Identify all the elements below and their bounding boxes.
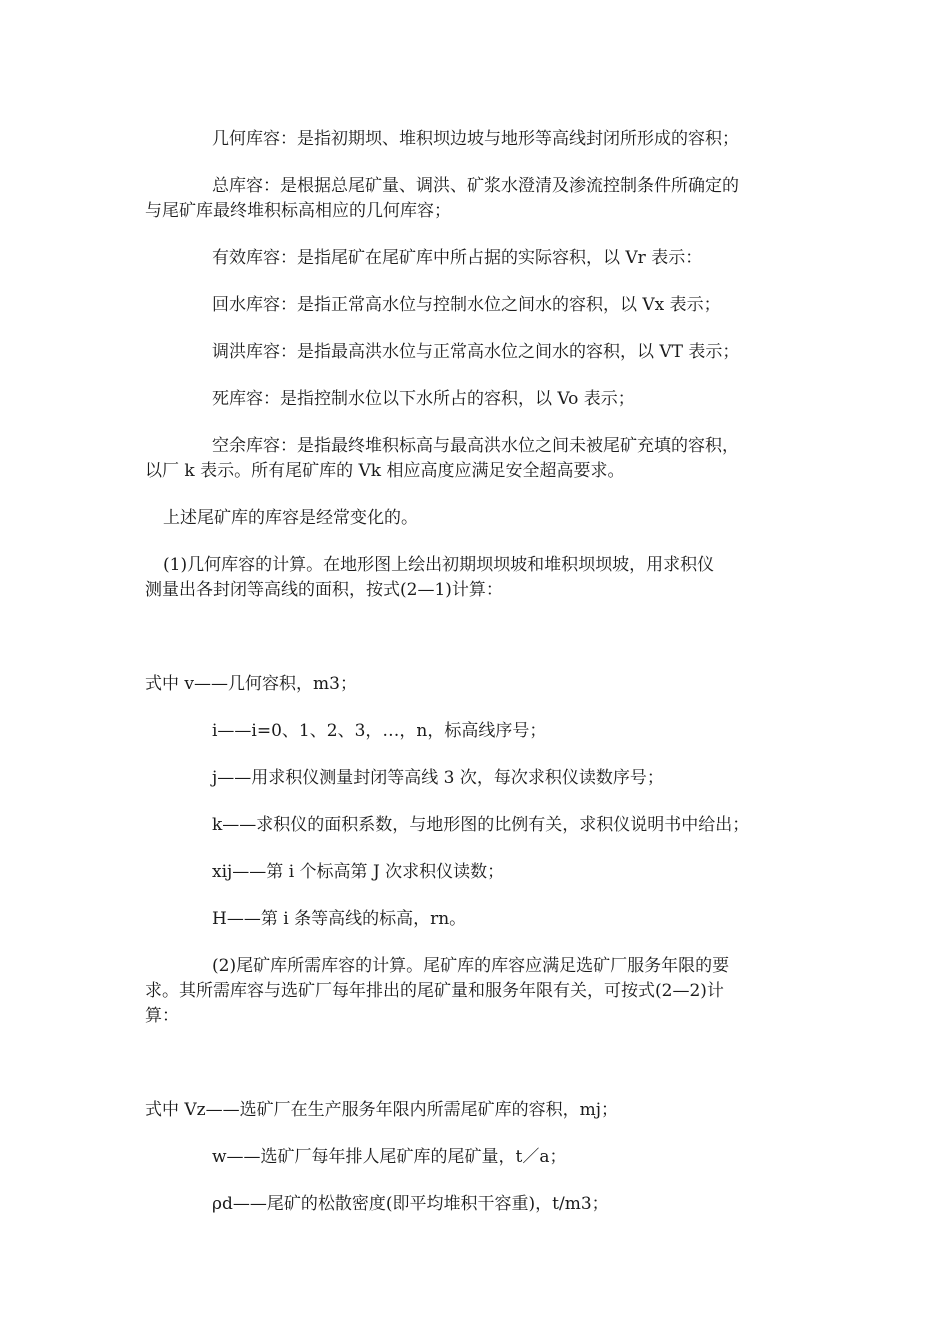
formula-legend-k: k——求积仪的面积系数，与地形图的比例有关，求积仪说明书中给出； (212, 815, 750, 835)
paragraph-calc1-line2: 测量出各封闭等高线的面积，按式(2—1)计算： (145, 580, 503, 600)
paragraph-dead-capacity: 死库容：是指控制水位以下水所占的容积，以 Vo 表示； (212, 389, 635, 409)
formula-legend-xij: xij——第 i 个标高第 J 次求积仪读数； (212, 862, 505, 882)
paragraph-capacity-changes: 上述尾矿库的库容是经常变化的。 (163, 508, 418, 528)
paragraph-calc2-line1: (2)尾矿库所需库容的计算。尾矿库的库容应满足选矿厂服务年限的要 (212, 956, 730, 976)
formula-legend-rho-d: ρd——尾矿的松散密度(即平均堆积干容重)，t/m3； (212, 1194, 609, 1214)
formula-legend-i: i——i=0、1、2、3，…，n，标高线序号； (212, 721, 547, 741)
paragraph-geometric-capacity: 几何库容：是指初期坝、堆积坝边坡与地形等高线封闭所形成的容积； (212, 129, 739, 149)
paragraph-total-capacity-line2: 与尾矿库最终堆积标高相应的几何库容； (145, 201, 451, 221)
formula-legend-v: 式中 v——几何容积，m3； (145, 674, 357, 694)
paragraph-effective-capacity: 有效库容：是指尾矿在尾矿库中所占据的实际容积，以 Vr 表示： (212, 248, 703, 268)
formula-legend-j: j——用求积仪测量封闭等高线 3 次，每次求积仪读数序号； (212, 768, 664, 788)
formula-legend-h: H——第 i 条等高线的标高，rn。 (212, 909, 467, 929)
paragraph-calc1-line1: (1)几何库容的计算。在地形图上绘出初期坝坝坡和堆积坝坝坡，用求积仪 (163, 555, 715, 575)
formula-legend-vz: 式中 Vz——选矿厂在生产服务年限内所需尾矿库的容积，mj； (145, 1100, 619, 1120)
paragraph-spare-capacity-line2: 以厂 k 表示。所有尾矿库的 Vk 相应高度应满足安全超高要求。 (145, 461, 625, 481)
paragraph-spare-capacity-line1: 空余库容：是指最终堆积标高与最高洪水位之间未被尾矿充填的容积， (212, 436, 739, 456)
paragraph-flood-capacity: 调洪库容：是指最高洪水位与正常高水位之间水的容积，以 VT 表示； (212, 342, 740, 362)
paragraph-calc2-line3: 算： (145, 1006, 179, 1026)
paragraph-calc2-line2: 求。其所需库容与选矿厂每年排出的尾矿量和服务年限有关，可按式(2—2)计 (145, 981, 724, 1001)
formula-legend-w: w——选矿厂每年排人尾矿库的尾矿量，t／a； (212, 1147, 567, 1167)
paragraph-return-water-capacity: 回水库容：是指正常高水位与控制水位之间水的容积，以 Vx 表示； (212, 295, 721, 315)
paragraph-total-capacity-line1: 总库容：是根据总尾矿量、调洪、矿浆水澄清及渗流控制条件所确定的 (212, 176, 739, 196)
